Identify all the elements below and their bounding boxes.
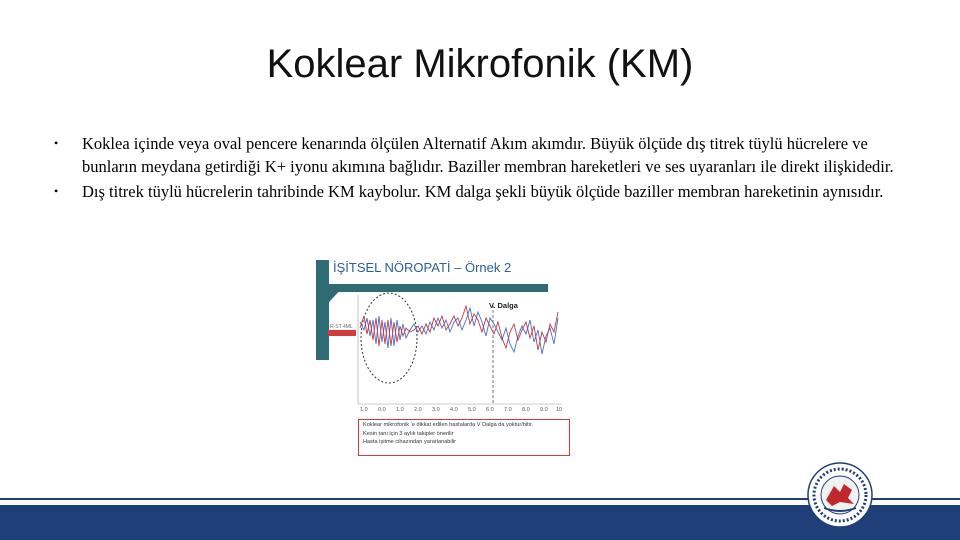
side-bar-shape — [316, 260, 329, 360]
x-tick-label: 4.0 — [450, 407, 458, 413]
x-tick-label: 6.0 — [486, 407, 494, 413]
x-tick-label: 7.0 — [504, 407, 512, 413]
note-line: Koklear mikrofonik ‘e dikkat edilen hastalarda V Dalga da yoktur/bitir. — [363, 422, 534, 428]
bullet-item — [52, 132, 902, 178]
bullet-text: Koklea içinde veya oval pencere kenarında ölçülen Alternatif Akım akımdır. Büyük ölçüde dış titrek tüylü hücrelere ve bunların meydana getirdiği K+ iyonu akımına bağlıdır. Baziller membran hareketleri ve ses uyaranları ile direkt ilişkidedir. — [82, 134, 894, 176]
x-tick-label: 5.0 — [468, 407, 476, 413]
x-tick-label: 10 — [556, 407, 563, 413]
bullet-marker: • — [54, 184, 59, 198]
red-marker — [328, 330, 356, 336]
note-line: Kesin tanı için 3 aylık takipler önerilir — [363, 430, 454, 437]
x-tick-label: 9.0 — [540, 407, 548, 413]
x-tick-label: 3.0 — [432, 407, 440, 413]
bullet-marker: • — [54, 136, 59, 150]
x-tick-label: 2.0 — [414, 407, 422, 413]
x-tick-group — [360, 407, 562, 413]
channel-tag: R-ST 4ML — [330, 324, 353, 330]
abr-figure — [316, 260, 568, 456]
figure-title: İŞİTSEL NÖROPATİ – Örnek 2 — [333, 260, 512, 275]
note-line: Hasta işitme cihazından yararlanabilir — [363, 439, 456, 445]
bullet-item — [52, 180, 902, 203]
slide-title: Koklear Mikrofonik (KM) — [266, 42, 694, 86]
university-logo — [800, 462, 880, 528]
x-tick-label: 1.0 — [360, 407, 368, 413]
x-tick-label: 0.0 — [378, 407, 386, 413]
x-tick-label: 8.0 — [522, 407, 530, 413]
bullet-text: Dış titrek tüylü hücrelerin tahribinde KM kaybolur. KM dalga şekli büyük ölçüde baziller membran hareketinin aynısıdır. — [82, 182, 884, 201]
figure-note-box — [358, 419, 570, 456]
v-wave-label: V. Dalga — [489, 301, 518, 310]
bullet-list — [52, 132, 902, 205]
x-tick-label: 1.0 — [396, 407, 404, 413]
